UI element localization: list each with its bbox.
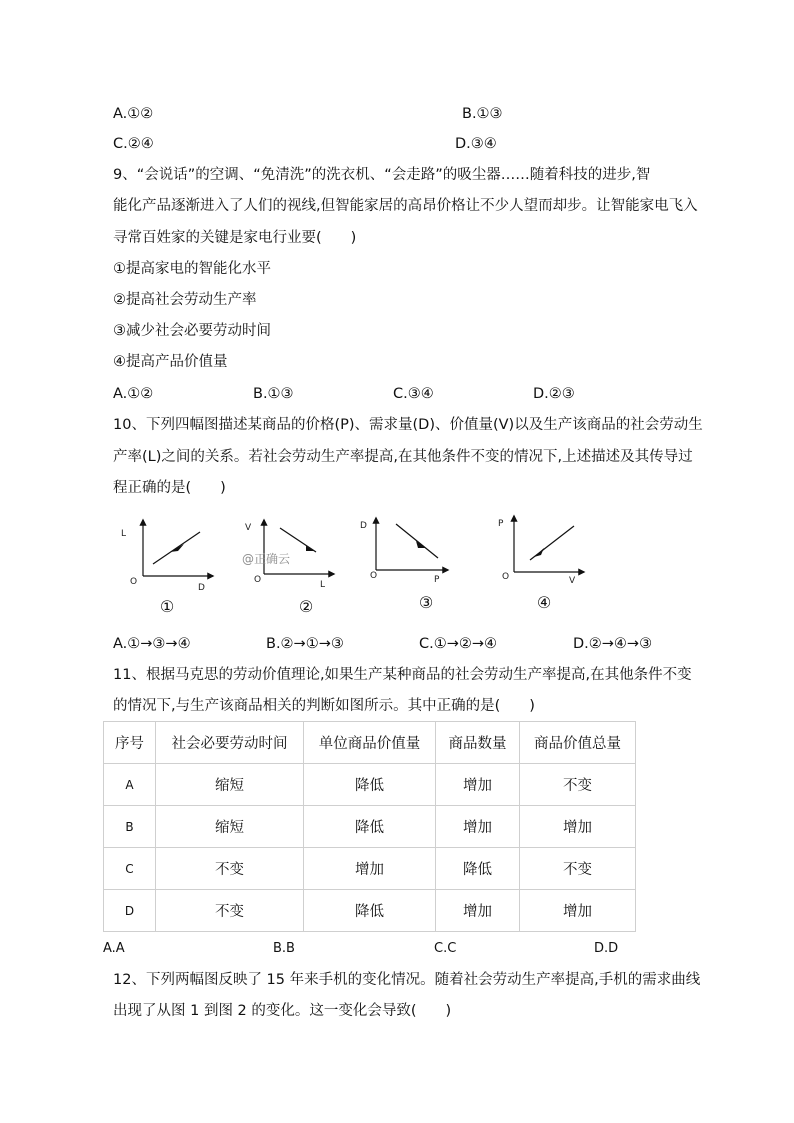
q10-option-a: A.①→③→④: [113, 636, 191, 652]
table-cell: 降低: [304, 764, 436, 806]
table-header-row: [104, 722, 636, 764]
table-header: 商品价值总量: [520, 722, 636, 764]
q9-stem-line-3: 寻常百姓家的关键是家电行业要( ): [113, 230, 357, 246]
curve-line: [280, 528, 316, 552]
table-cell: 不变: [520, 764, 636, 806]
q11-stem-line-2: 的情况下,与生产该商品相关的判断如图所示。其中正确的是( ): [113, 698, 535, 714]
table-cell: 降低: [304, 806, 436, 848]
origin-label: O: [370, 571, 378, 581]
q11-option-b: B.B: [273, 941, 295, 956]
table-cell: C: [104, 848, 156, 890]
table-cell: 缩短: [156, 806, 304, 848]
table-header: 商品数量: [436, 722, 520, 764]
direction-arrow: [534, 548, 544, 557]
table-cell: 增加: [436, 806, 520, 848]
q11-option-a: A.A: [103, 941, 125, 956]
q9-item-1: ①提高家电的智能化水平: [113, 261, 271, 277]
q9-stem-line-2: 能化产品逐渐进入了人们的视线,但智能家居的高昂价格让不少人望而却步。让智能家电飞入: [113, 198, 698, 214]
q9-option-c: C.③④: [393, 386, 434, 402]
table-cell: A: [104, 764, 156, 806]
y-axis-label: L: [121, 529, 127, 539]
q12-stem-line-2: 出现了从图 1 到图 2 的变化。这一变化会导致( ): [113, 1003, 452, 1019]
q10-stem-line-1: 10、下列四幅图描述某商品的价格(P)、需求量(D)、价值量(V)以及生产该商品的社会劳动生: [113, 417, 703, 433]
q10-graph-4-number: ④: [536, 593, 552, 612]
table-cell: 不变: [520, 848, 636, 890]
table-header: 序号: [104, 722, 156, 764]
q8-option-c: C.②④: [113, 136, 154, 152]
table-cell: 增加: [520, 806, 636, 848]
q8-option-d: D.③④: [455, 136, 497, 152]
q11-table: [103, 721, 636, 932]
q11-option-c: C.C: [434, 941, 457, 956]
q11-stem-line-1: 11、根据马克思的劳动价值理论,如果生产某种商品的社会劳动生产率提高,在其他条件不变: [113, 667, 692, 683]
table-header: 社会必要劳动时间: [156, 722, 304, 764]
y-axis-label: D: [360, 521, 367, 531]
table-row: [104, 806, 636, 848]
table-cell: 增加: [520, 890, 636, 932]
table-header: 单位商品价值量: [304, 722, 436, 764]
q10-option-c: C.①→②→④: [419, 636, 498, 652]
x-axis-label: P: [434, 575, 440, 585]
origin-label: O: [254, 575, 262, 585]
table-cell: 降低: [436, 848, 520, 890]
table-row: [104, 848, 636, 890]
y-axis-label: P: [498, 519, 504, 529]
q10-graph-2-number: ②: [298, 597, 314, 616]
q9-item-2: ②提高社会劳动生产率: [113, 292, 257, 308]
table-cell: 增加: [304, 848, 436, 890]
q10-stem-line-3: 程正确的是( ): [113, 480, 226, 496]
table-cell: 增加: [436, 890, 520, 932]
q9-item-3: ③减少社会必要劳动时间: [113, 323, 271, 339]
table-cell: 降低: [304, 890, 436, 932]
table-cell: 增加: [436, 764, 520, 806]
x-axis-label: D: [198, 583, 205, 593]
q10-graph-4: [492, 512, 592, 592]
table-cell: 不变: [156, 848, 304, 890]
q9-item-4: ④提高产品价值量: [113, 354, 228, 370]
q10-option-d: D.②→④→③: [573, 636, 653, 652]
q9-option-a: A.①②: [113, 386, 154, 402]
table-row: [104, 764, 636, 806]
q12-stem-line-1: 12、下列两幅图反映了 15 年来手机的变化情况。随着社会劳动生产率提高,手机的需求曲线: [113, 972, 701, 988]
table-cell: D: [104, 890, 156, 932]
table-cell: 缩短: [156, 764, 304, 806]
curve-line: [396, 524, 438, 558]
q10-stem-line-2: 产率(L)之间的关系。若社会劳动生产率提高,在其他条件不变的情况下,上述描述及其传导过: [113, 449, 693, 465]
q10-graph-3: [356, 514, 456, 594]
origin-label: O: [502, 572, 510, 582]
q9-option-b: B.①③: [253, 386, 294, 402]
x-axis-label: V: [569, 576, 576, 586]
q11-option-d: D.D: [594, 941, 619, 956]
q8-option-b: B.①③: [462, 106, 503, 122]
y-axis-label: V: [245, 523, 252, 533]
watermark: @正确云: [242, 552, 291, 566]
curve-line: [153, 532, 200, 564]
q8-option-a: A.①②: [113, 106, 154, 122]
q10-graph-1: [118, 514, 218, 594]
table-cell: B: [104, 806, 156, 848]
q10-graph-1-number: ①: [159, 597, 175, 616]
x-axis-label: L: [320, 580, 326, 590]
table-row: [104, 890, 636, 932]
q10-option-b: B.②→①→③: [266, 636, 344, 652]
q9-option-d: D.②③: [533, 386, 575, 402]
q10-graph-3-number: ③: [418, 593, 434, 612]
q9-stem-line-1: 9、“会说话”的空调、“免清洗”的洗衣机、“会走路”的吸尘器……随着科技的进步,智: [113, 167, 651, 183]
table-cell: 不变: [156, 890, 304, 932]
origin-label: O: [130, 577, 138, 587]
